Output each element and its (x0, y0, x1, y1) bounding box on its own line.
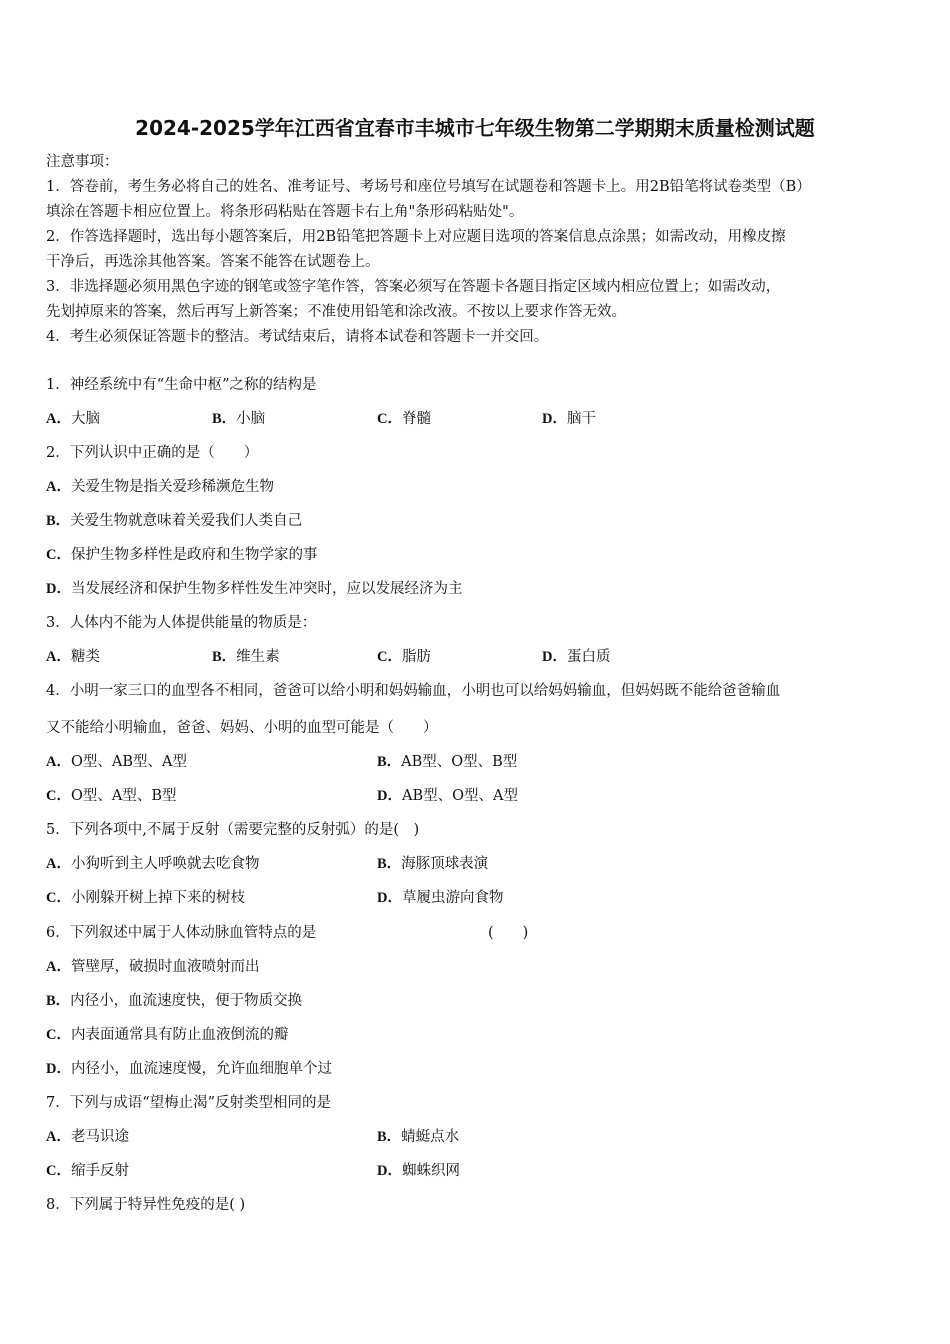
option-text: AB型、O型、A型 (401, 788, 518, 804)
notice-line: 3．非选择题必须用黑色字迹的钢笔或签字笔作答，答案必须写在答题卡各题目指定区域内相应位置上；如需改动， (46, 279, 781, 295)
question-2-option-b (46, 511, 302, 531)
option-text: 内径小，血流速度快，便于物质交换 (70, 993, 303, 1009)
question-2-option-a (46, 477, 274, 497)
option-text: 脑干 (566, 411, 596, 427)
notice-heading: 注意事项： (46, 154, 119, 170)
option-text: 小脑 (236, 411, 266, 427)
question-6-answer-paren: ( ) (488, 925, 529, 941)
option-letter: C． (377, 411, 402, 427)
question-5-option-d (377, 888, 503, 908)
option-text: 草履虫游向食物 (401, 890, 504, 906)
option-letter: A． (46, 959, 71, 975)
question-1-option-a (46, 409, 100, 429)
question-7-option-b (377, 1127, 459, 1147)
option-letter: D． (377, 1163, 402, 1179)
option-letter: A． (46, 1129, 71, 1145)
question-4-option-b (377, 752, 517, 772)
option-letter: A． (46, 856, 71, 872)
question-7-option-a (46, 1127, 129, 1147)
question-2-option-c (46, 545, 317, 565)
option-letter: C． (46, 890, 71, 906)
question-3-option-d (542, 647, 610, 667)
option-text: 糖类 (70, 649, 100, 665)
option-text: 老马识途 (70, 1129, 129, 1145)
notice-line: 2．作答选择题时，选出每小题答案后，用2B铅笔把答题卡上对应题目选项的答案信息点涂黑；如需改动，用橡皮擦 (46, 229, 786, 245)
option-letter: A． (46, 649, 71, 665)
option-text: 缩手反射 (70, 1163, 129, 1179)
option-text: O型、A型、B型 (70, 788, 177, 804)
option-text: 蛋白质 (566, 649, 611, 665)
question-1-stem: 1．神经系统中有“生命中枢”之称的结构是 (46, 377, 317, 393)
notice-line: 填涂在答题卡相应位置上。将条形码粘贴在答题卡右上角"条形码粘贴处"。 (46, 204, 524, 220)
option-letter: B． (46, 513, 71, 529)
question-3-option-b (212, 647, 280, 667)
question-3-option-c (377, 647, 431, 667)
option-letter: B． (377, 1129, 402, 1145)
question-5-option-c (46, 888, 245, 908)
option-text: 蜻蜓点水 (401, 1129, 460, 1145)
option-letter: C． (46, 1027, 71, 1043)
option-letter: D． (542, 411, 567, 427)
question-6-option-c (46, 1025, 288, 1045)
question-1-option-d (542, 409, 596, 429)
page-title: 2024-2025学年江西省宜春市丰城市七年级生物第二学期期末质量检测试题 (135, 116, 815, 140)
option-letter: C． (46, 547, 71, 563)
question-7-option-d (377, 1161, 460, 1181)
option-text: 当发展经济和保护生物多样性发生冲突时，应以发展经济为主 (70, 581, 463, 597)
option-text: 关爱生物是指关爱珍稀濒危生物 (70, 479, 274, 495)
question-2-option-d (46, 579, 462, 599)
notice-line: 1．答卷前，考生务必将自己的姓名、准考证号、考场号和座位号填写在试题卷和答题卡上。用2B铅笔将试卷类型（B） (46, 179, 811, 195)
option-text: 小刚躲开树上掉下来的树枝 (70, 890, 245, 906)
option-letter: B． (377, 856, 402, 872)
option-text: 海豚顶球表演 (401, 856, 489, 872)
option-text: 蜘蛛织网 (401, 1163, 460, 1179)
question-4-option-c (46, 786, 177, 806)
option-letter: C． (46, 788, 71, 804)
option-text: 关爱生物就意味着关爱我们人类自己 (70, 513, 303, 529)
notice-line: 先划掉原来的答案，然后再写上新答案；不准使用铅笔和涂改液。不按以上要求作答无效。 (46, 304, 626, 320)
option-text: O型、AB型、A型 (70, 754, 187, 770)
question-5-stem: 5．下列各项中,不属于反射（需要完整的反射弧）的是( ) (46, 822, 420, 838)
option-letter: D． (46, 1061, 71, 1077)
option-letter: B． (212, 649, 237, 665)
option-text: 内表面通常具有防止血液倒流的瓣 (70, 1027, 289, 1043)
option-letter: C． (377, 649, 402, 665)
option-letter: B． (377, 754, 402, 770)
question-2-stem: 2．下列认识中正确的是（ ） (46, 445, 259, 461)
option-letter: D． (377, 890, 402, 906)
question-7-option-c (46, 1161, 129, 1181)
option-letter: A． (46, 754, 71, 770)
option-text: 维生素 (236, 649, 280, 665)
question-4-option-a (46, 752, 187, 772)
option-letter: D． (542, 649, 567, 665)
question-5-option-a (46, 854, 259, 874)
option-letter: D． (377, 788, 402, 804)
question-4-stem-continued: 又不能给小明输血，爸爸、妈妈、小明的血型可能是（ ） (46, 720, 438, 736)
question-6-option-b (46, 991, 302, 1011)
notice-line: 4．考生必须保证答题卡的整洁。考试结束后，请将本试卷和答题卡一并交回。 (46, 329, 549, 345)
option-letter: D． (46, 581, 71, 597)
option-text: 大脑 (70, 411, 100, 427)
question-8-stem: 8．下列属于特异性免疫的是( ) (46, 1197, 246, 1213)
question-4-option-d (377, 786, 518, 806)
option-text: 保护生物多样性是政府和生物学家的事 (70, 547, 318, 563)
question-1-option-c (377, 409, 431, 429)
option-letter: A． (46, 411, 71, 427)
question-6-option-a (46, 957, 259, 977)
question-6-stem: 6．下列叙述中属于人体动脉血管特点的是 (46, 925, 317, 941)
question-1-option-b (212, 409, 265, 429)
option-text: AB型、O型、B型 (401, 754, 518, 770)
option-text: 管壁厚，破损时血液喷射而出 (70, 959, 260, 975)
notice-line: 干净后，再选涂其他答案。答案不能答在试题卷上。 (46, 254, 380, 270)
question-7-stem: 7．下列与成语“望梅止渴”反射类型相同的是 (46, 1095, 332, 1111)
option-letter: A． (46, 479, 71, 495)
question-3-option-a (46, 647, 100, 667)
question-4-stem: 4．小明一家三口的血型各不相同，爸爸可以给小明和妈妈输血，小明也可以给妈妈输血，但妈妈既不能给爸爸输血 (46, 683, 781, 699)
question-3-stem: 3．人体内不能为人体提供能量的物质是： (46, 615, 317, 631)
option-text: 小狗听到主人呼唤就去吃食物 (70, 856, 260, 872)
notice-block (46, 150, 906, 350)
question-6-option-d (46, 1059, 332, 1079)
option-text: 脂肪 (401, 649, 431, 665)
option-text: 脊髓 (401, 411, 431, 427)
option-text: 内径小，血流速度慢，允许血细胞单个过 (70, 1061, 332, 1077)
option-letter: B． (46, 993, 71, 1009)
option-letter: B． (212, 411, 237, 427)
question-5-option-b (377, 854, 488, 874)
option-letter: C． (46, 1163, 71, 1179)
